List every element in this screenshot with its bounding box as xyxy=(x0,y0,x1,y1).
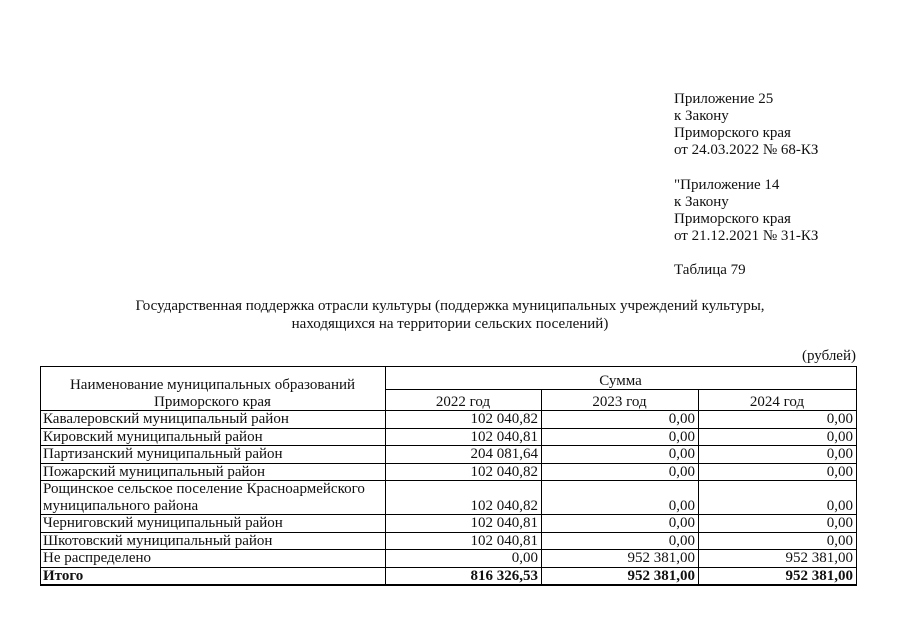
row-value-2023: 0,00 xyxy=(542,532,699,550)
appendix-line: к Закону xyxy=(674,108,729,124)
table-header-year-2024: 2024 год xyxy=(699,390,857,411)
table-row xyxy=(41,446,857,464)
row-name: Рощинское сельское поселение Красноармейского муниципального района xyxy=(41,481,386,515)
table-header-name: Наименование муниципальных образований Приморского края xyxy=(41,367,386,411)
row-value-2024: 0,00 xyxy=(699,411,857,429)
table-header-year-2023: 2023 год xyxy=(542,390,699,411)
original-appendix-line: "Приложение 14 xyxy=(674,177,780,193)
appendix-line: Приморского края xyxy=(674,125,791,141)
appendix-block xyxy=(674,91,818,159)
total-value-2023: 952 381,00 xyxy=(542,567,699,585)
row-value-2023: 0,00 xyxy=(542,515,699,533)
title-line: находящихся на территории сельских поселений) xyxy=(291,316,609,332)
row-value-2023: 0,00 xyxy=(542,446,699,464)
row-value-2023: 0,00 xyxy=(542,411,699,429)
row-value-2024: 0,00 xyxy=(699,481,857,515)
row-name: Черниговский муниципальный район xyxy=(41,515,386,533)
row-name: Кавалеровский муниципальный район xyxy=(41,411,386,429)
row-value-2022: 102 040,81 xyxy=(386,532,542,550)
row-name: Кировский муниципальный район xyxy=(41,428,386,446)
table-row xyxy=(41,463,857,481)
row-value-2023: 952 381,00 xyxy=(542,550,699,568)
appendix-line: Приложение 25 xyxy=(674,91,774,107)
total-row xyxy=(41,567,857,585)
row-value-2022: 0,00 xyxy=(386,550,542,568)
row-value-2023: 0,00 xyxy=(542,463,699,481)
row-name: Не распределено xyxy=(41,550,386,568)
row-value-2024: 952 381,00 xyxy=(699,550,857,568)
row-value-2024: 0,00 xyxy=(699,446,857,464)
appendix-line: от 24.03.2022 № 68-КЗ xyxy=(674,142,819,158)
total-name: Итого xyxy=(41,567,386,585)
original-appendix-line: Приморского края xyxy=(674,211,791,227)
table-title xyxy=(0,297,900,333)
row-value-2024: 0,00 xyxy=(699,428,857,446)
row-value-2024: 0,00 xyxy=(699,532,857,550)
row-value-2022: 102 040,82 xyxy=(386,463,542,481)
row-value-2022: 102 040,82 xyxy=(386,411,542,429)
row-name: Пожарский муниципальный район xyxy=(41,463,386,481)
data-table xyxy=(40,366,857,586)
table-row xyxy=(41,532,857,550)
row-value-2023: 0,00 xyxy=(542,481,699,515)
table-header-row xyxy=(41,367,857,390)
table-header-sum: Сумма xyxy=(386,367,857,390)
row-name: Шкотовский муниципальный район xyxy=(41,532,386,550)
row-value-2022: 204 081,64 xyxy=(386,446,542,464)
row-value-2024: 0,00 xyxy=(699,515,857,533)
title-line: Государственная поддержка отрасли культуры (поддержка муниципальных учреждений культуры, xyxy=(135,298,765,314)
original-appendix-line: к Закону xyxy=(674,194,729,210)
table-row xyxy=(41,481,857,515)
row-value-2022: 102 040,81 xyxy=(386,428,542,446)
table-row xyxy=(41,428,857,446)
original-appendix-block xyxy=(674,177,818,245)
row-value-2024: 0,00 xyxy=(699,463,857,481)
table-row xyxy=(41,515,857,533)
units-label: (рублей) xyxy=(801,348,856,364)
table-header-year-2022: 2022 год xyxy=(386,390,542,411)
original-appendix-line: от 21.12.2021 № 31-КЗ xyxy=(674,228,819,244)
row-value-2022: 102 040,81 xyxy=(386,515,542,533)
table-number: Таблица 79 xyxy=(674,262,746,278)
row-name: Партизанский муниципальный район xyxy=(41,446,386,464)
row-value-2023: 0,00 xyxy=(542,428,699,446)
table-row xyxy=(41,411,857,429)
row-value-2022: 102 040,82 xyxy=(386,481,542,515)
table-row xyxy=(41,550,857,568)
total-value-2022: 816 326,53 xyxy=(386,567,542,585)
total-value-2024: 952 381,00 xyxy=(699,567,857,585)
